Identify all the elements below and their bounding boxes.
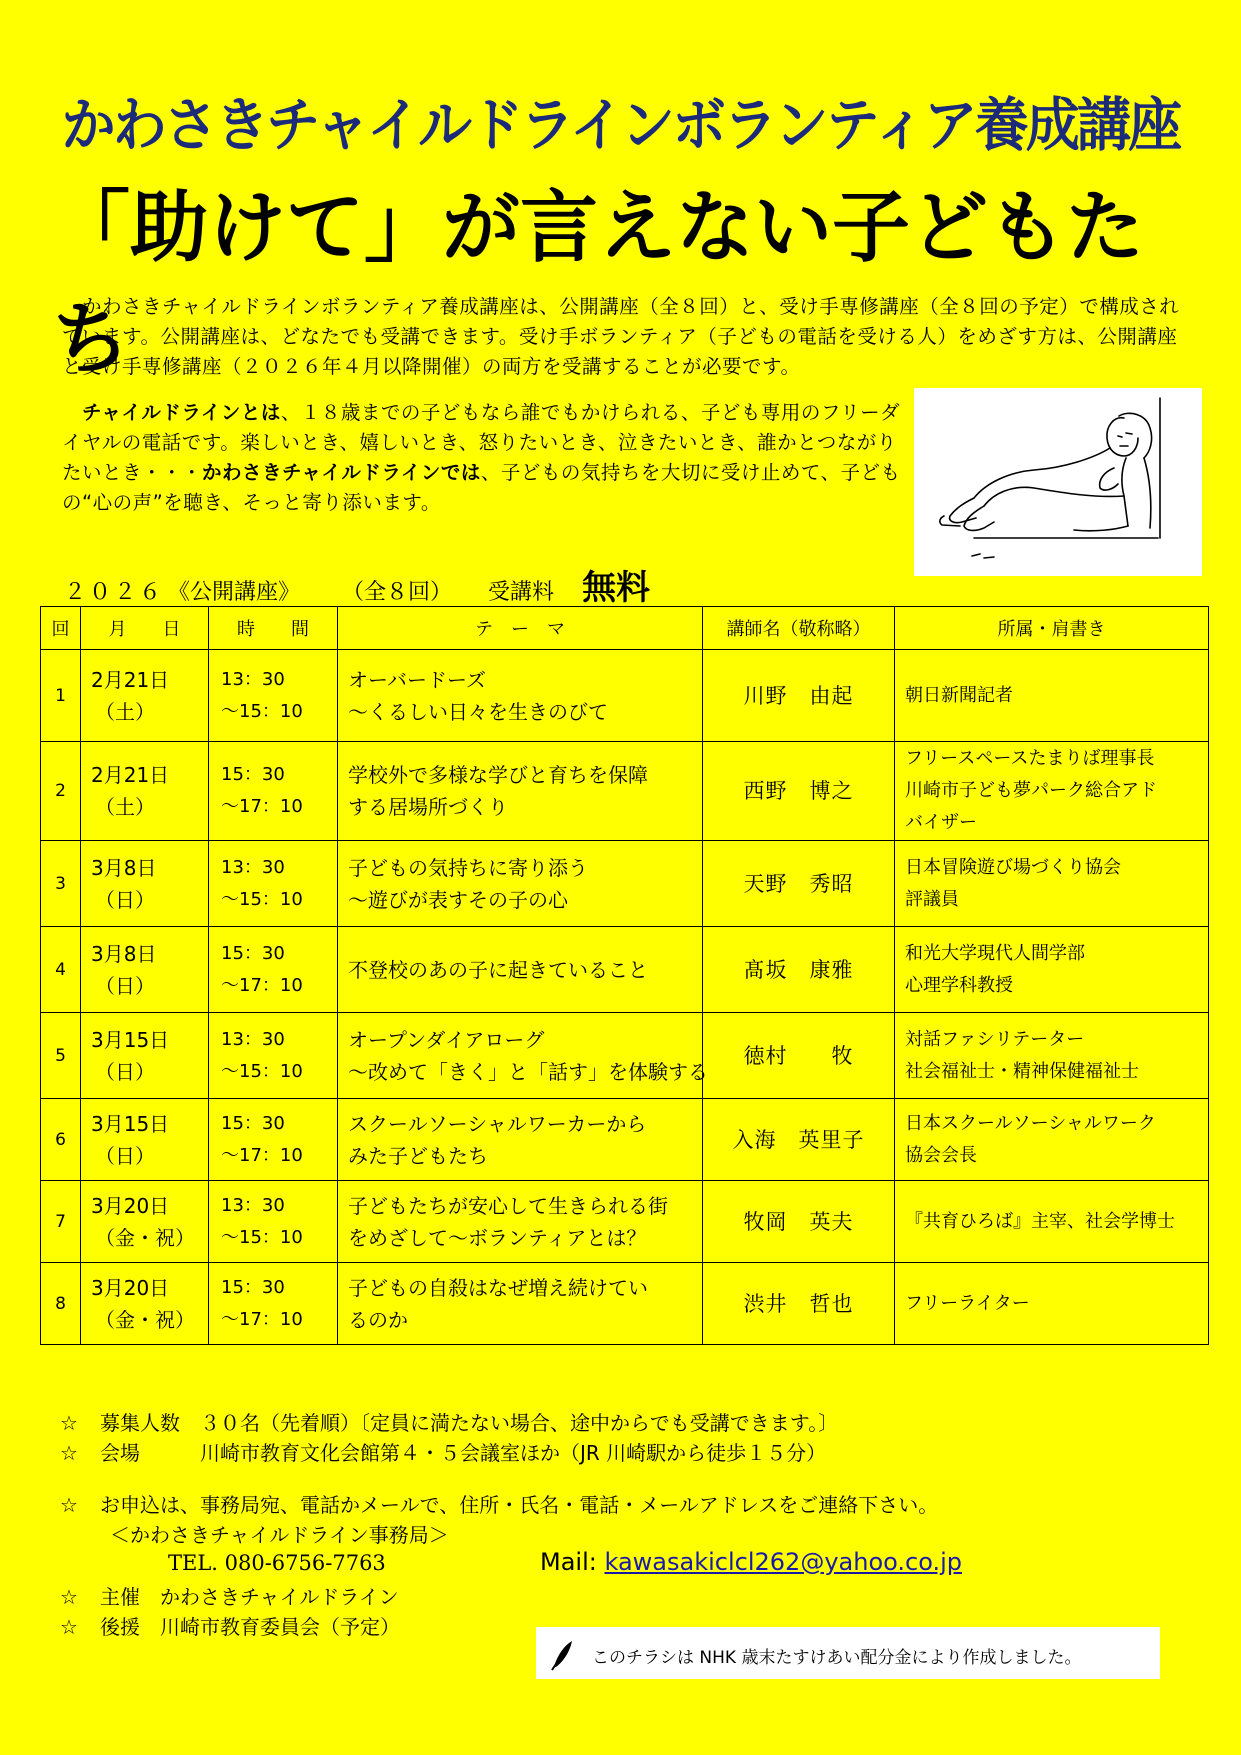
info-venue — [60, 1438, 826, 1468]
row-lecturer-line: 髙坂 康雅 — [743, 957, 854, 982]
info-recruitment — [60, 1408, 838, 1438]
child-drawing-icon — [914, 388, 1202, 576]
childline-definition-text: 、１８歳までの子どもなら誰でもかけられる、子ども専用のフリーダイヤルの電話です。楽しいとき、嬉しいとき、怒りたいとき、泣きたいとき、誰かとつながりたいとき・・・ — [62, 401, 901, 484]
row-date-line: （日） — [95, 973, 155, 998]
row-date-line: （日） — [95, 887, 155, 912]
table-row — [41, 1181, 1209, 1263]
row-theme-line: する居場所づくり — [348, 795, 508, 819]
row-theme-line: 子どもの自殺はなぜ増え続けてい — [348, 1275, 648, 1300]
row-theme-line: 不登校のあの子に起きていること — [348, 957, 648, 982]
info-application — [60, 1490, 938, 1520]
row-time-line: 13：30 — [221, 1028, 285, 1050]
host-text: 主催 かわさきチャイルドライン — [100, 1585, 399, 1609]
row-affiliation-line: 日本スクールソーシャルワーク — [905, 1112, 1156, 1134]
notice-text: このチラシは NHK 歳末たすけあい配分金により作成しました。 — [592, 1648, 1082, 1668]
row-date — [81, 742, 209, 841]
row-date-line: 3月15日 — [91, 1111, 170, 1136]
row-number-line: 4 — [55, 959, 66, 980]
row-theme-line: オープンダイアローグ — [348, 1027, 545, 1052]
row-number-line: 1 — [55, 685, 66, 706]
row-theme-line: オーバードーズ — [348, 667, 486, 692]
row-time — [209, 927, 338, 1013]
header-date: 月 日 — [81, 607, 209, 650]
row-lecturer-line: 徳村 牧 — [743, 1043, 854, 1068]
row-affiliation-line: 評議員 — [905, 888, 959, 910]
header-lecturer: 講師名（敬称略） — [703, 607, 895, 650]
row-date — [81, 927, 209, 1013]
row-theme — [338, 841, 703, 927]
row-theme-line: ～遊びが表すその子の心 — [348, 887, 568, 912]
fee-label: 受講料 — [488, 580, 555, 605]
row-time-line: 13：30 — [221, 668, 285, 690]
support-text: 後援 川崎市教育委員会（予定） — [100, 1615, 400, 1639]
fee-value: 無料 — [582, 568, 651, 608]
course-count: （全８回） — [342, 580, 453, 605]
row-number — [41, 1099, 81, 1181]
row-time-line: ～17：10 — [221, 1308, 303, 1330]
row-time-line: ～17：10 — [221, 974, 303, 996]
header-affiliation: 所属・肩書き — [895, 607, 1209, 650]
row-time — [209, 1099, 338, 1181]
row-time-line: 15：30 — [221, 1276, 285, 1298]
row-date — [81, 1099, 209, 1181]
row-date — [81, 1263, 209, 1345]
row-theme-line: みた子どもたち — [348, 1143, 488, 1168]
course-year: ２０２６ — [64, 580, 165, 605]
row-date-line: 3月20日 — [91, 1275, 170, 1300]
intro-paragraph-2 — [62, 398, 902, 518]
telephone: TEL. 080-6756-7763 — [168, 1551, 386, 1575]
row-number-line: 8 — [55, 1293, 66, 1314]
info-support — [60, 1612, 400, 1642]
row-lecturer — [703, 1181, 895, 1263]
star-icon: ☆ — [60, 1493, 78, 1517]
row-date — [81, 650, 209, 742]
row-theme — [338, 1263, 703, 1345]
row-lecturer-line: 川野 由起 — [743, 683, 854, 708]
row-affiliation-line: 対話ファシリテーター — [905, 1028, 1085, 1050]
row-time-line: ～15：10 — [221, 700, 303, 722]
row-affiliation-line: 社会福祉士・精神保健福祉士 — [905, 1060, 1139, 1082]
row-theme-line: ～くるしい日々を生きのびて — [348, 699, 608, 724]
row-number — [41, 650, 81, 742]
row-time-line: 15：30 — [221, 1112, 285, 1134]
row-time — [209, 650, 338, 742]
row-time — [209, 742, 338, 841]
row-theme — [338, 650, 703, 742]
email-link[interactable]: kawasakiclcl262@yahoo.co.jp — [604, 1548, 962, 1576]
row-date — [81, 1013, 209, 1099]
table-row — [41, 1099, 1209, 1181]
info-host — [60, 1582, 399, 1612]
main-title: かわさきチャイルドラインボランティア養成講座 — [61, 91, 1180, 159]
header-number: 回 — [41, 607, 81, 650]
row-lecturer — [703, 1263, 895, 1345]
row-affiliation-line: バイザー — [905, 812, 977, 833]
feather-icon — [546, 1637, 578, 1676]
row-time-line: 15：30 — [221, 942, 285, 964]
row-affiliation-line: 川崎市子ども夢パーク総合アド — [905, 780, 1157, 801]
row-date-line: （日） — [95, 1143, 155, 1168]
application-text: お申込は、事務局宛、電話かメールで、住所・氏名・電話・メールアドレスをご連絡下さい。 — [100, 1493, 939, 1517]
row-theme-line: るのか — [348, 1307, 408, 1332]
row-date — [81, 841, 209, 927]
row-time — [209, 1181, 338, 1263]
row-affiliation-line: 日本冒険遊び場づくり協会 — [905, 856, 1121, 878]
row-lecturer — [703, 1099, 895, 1181]
row-time-line: ～17：10 — [221, 796, 303, 817]
row-number — [41, 841, 81, 927]
header-theme: テ ー マ — [338, 607, 703, 650]
row-theme-line: ～改めて「きく」と「話す」を体験する — [348, 1059, 708, 1084]
table-row — [41, 927, 1209, 1013]
row-number — [41, 1013, 81, 1099]
row-lecturer — [703, 650, 895, 742]
row-theme — [338, 1181, 703, 1263]
row-number-line: 2 — [55, 781, 66, 801]
row-time-line: ～15：10 — [221, 1060, 303, 1082]
row-lecturer-line: 天野 秀昭 — [743, 871, 854, 896]
row-theme — [338, 742, 703, 841]
row-date-line: 3月8日 — [91, 941, 157, 966]
childline-definition-label: チャイルドラインとは — [82, 401, 281, 424]
table-row — [41, 1013, 1209, 1099]
row-date-line: （金・祝） — [95, 1225, 195, 1250]
row-lecturer — [703, 841, 895, 927]
row-time-line: 13：30 — [221, 856, 285, 878]
row-affiliation-line: 心理学科教授 — [905, 974, 1013, 996]
row-date-line: 3月15日 — [91, 1027, 170, 1052]
table-row — [41, 650, 1209, 742]
row-theme-line: スクールソーシャルワーカーから — [348, 1111, 647, 1136]
row-theme-line: 子どもたちが安心して生きられる街 — [348, 1193, 668, 1218]
row-affiliation-line: フリースペースたまりば理事長 — [905, 748, 1155, 769]
kawasaki-childline-text: 、子どもの気持ちを大切に受け止めて、子どもの“心の声”を聴き、そっと寄り添います。 — [62, 461, 901, 514]
row-time-line: ～15：10 — [221, 1226, 303, 1248]
row-affiliation-line: 『共育ひろば』主宰、社会学博士 — [905, 1210, 1175, 1232]
row-date-line: 3月20日 — [91, 1193, 170, 1218]
row-lecturer-line: 西野 博之 — [743, 779, 854, 803]
office-name: ＜かわさきチャイルドライン事務局＞ — [110, 1523, 449, 1547]
row-affiliation-line: フリーライター — [905, 1292, 1030, 1314]
table-header-row — [41, 607, 1209, 650]
intro-paragraph-1: かわさきチャイルドラインボランティア養成講座は、公開講座（全８回）と、受け手専修講座（全８回の予定）で構成されています。公開講座は、どなたでも受講できます。受け手ボランティア（子どもの電話を受ける人）をめざす方は、公開講座と受け手専修講座（２０２６年４月以降開催）の両方を受講することが必要です。 — [62, 295, 1180, 378]
table-row — [41, 742, 1209, 841]
row-time-line: 13：30 — [221, 1194, 285, 1216]
row-affiliation — [895, 841, 1209, 927]
row-lecturer — [703, 1013, 895, 1099]
row-lecturer-line: 渋井 哲也 — [743, 1291, 854, 1316]
funding-notice — [536, 1627, 1160, 1679]
row-date-line: （土） — [95, 699, 155, 724]
recruitment-text: 募集人数 ３０名（先着順）〔定員に満たない場合、途中からでも受講できます。〕 — [100, 1411, 839, 1435]
table-row — [41, 841, 1209, 927]
row-number-line: 6 — [55, 1129, 66, 1150]
kawasaki-childline-label: かわさきチャイルドラインでは — [202, 461, 481, 484]
row-date-line: （日） — [95, 1059, 155, 1084]
row-affiliation — [895, 742, 1209, 841]
row-affiliation — [895, 1099, 1209, 1181]
row-affiliation — [895, 1013, 1209, 1099]
row-number-line: 3 — [55, 873, 66, 894]
row-date-line: （金・祝） — [95, 1307, 195, 1332]
row-time-line: 15：30 — [221, 764, 285, 785]
mail-label: Mail: — [540, 1548, 597, 1576]
headline: 「助けて」が言えない子どもたち — [52, 183, 1145, 385]
row-lecturer-line: 入海 英里子 — [732, 1127, 865, 1152]
row-theme — [338, 927, 703, 1013]
row-theme — [338, 1099, 703, 1181]
mail-line — [540, 1548, 962, 1576]
row-number — [41, 742, 81, 841]
illustration-sitting-child — [914, 388, 1202, 576]
row-date-line: 2月21日 — [91, 763, 170, 787]
lecture-schedule-table — [40, 606, 1209, 1345]
row-affiliation-line: 協会会長 — [905, 1144, 977, 1166]
row-affiliation-line: 朝日新聞記者 — [905, 684, 1013, 706]
row-affiliation — [895, 650, 1209, 742]
row-lecturer — [703, 742, 895, 841]
row-affiliation — [895, 1263, 1209, 1345]
row-time — [209, 1013, 338, 1099]
row-theme-line: をめざして～ボランティアとは？ — [348, 1225, 647, 1250]
row-date — [81, 1181, 209, 1263]
header-time: 時 間 — [209, 607, 338, 650]
row-date-line: 2月21日 — [91, 667, 170, 692]
row-affiliation-line: 和光大学現代人間学部 — [905, 942, 1085, 964]
star-icon: ☆ — [60, 1441, 78, 1465]
table-row — [41, 1263, 1209, 1345]
row-lecturer — [703, 927, 895, 1013]
row-date-line: （土） — [95, 795, 155, 819]
star-icon: ☆ — [60, 1615, 78, 1639]
course-title: 《公開講座》 — [168, 580, 301, 605]
row-time-line: ～15：10 — [221, 888, 303, 910]
row-theme — [338, 1013, 708, 1099]
row-theme-line: 学校外で多様な学びと育ちを保障 — [348, 763, 648, 787]
row-theme-line: 子どもの気持ちに寄り添う — [348, 855, 588, 880]
row-number-line: 5 — [55, 1045, 66, 1066]
row-affiliation — [895, 927, 1209, 1013]
star-icon: ☆ — [60, 1411, 78, 1435]
row-number-line: 7 — [55, 1211, 66, 1232]
star-icon: ☆ — [60, 1585, 78, 1609]
row-time — [209, 1263, 338, 1345]
row-affiliation — [895, 1181, 1209, 1263]
row-time — [209, 841, 338, 927]
venue-text: 会場 川崎市教育文化会館第４・５会議室ほか（JR 川崎駅から徒歩１５分） — [100, 1441, 827, 1465]
row-number — [41, 927, 81, 1013]
row-date-line: 3月8日 — [91, 855, 157, 880]
row-number — [41, 1263, 81, 1345]
row-lecturer-line: 牧岡 英夫 — [743, 1209, 854, 1234]
row-number — [41, 1181, 81, 1263]
row-time-line: ～17：10 — [221, 1144, 303, 1166]
course-heading — [64, 560, 650, 609]
